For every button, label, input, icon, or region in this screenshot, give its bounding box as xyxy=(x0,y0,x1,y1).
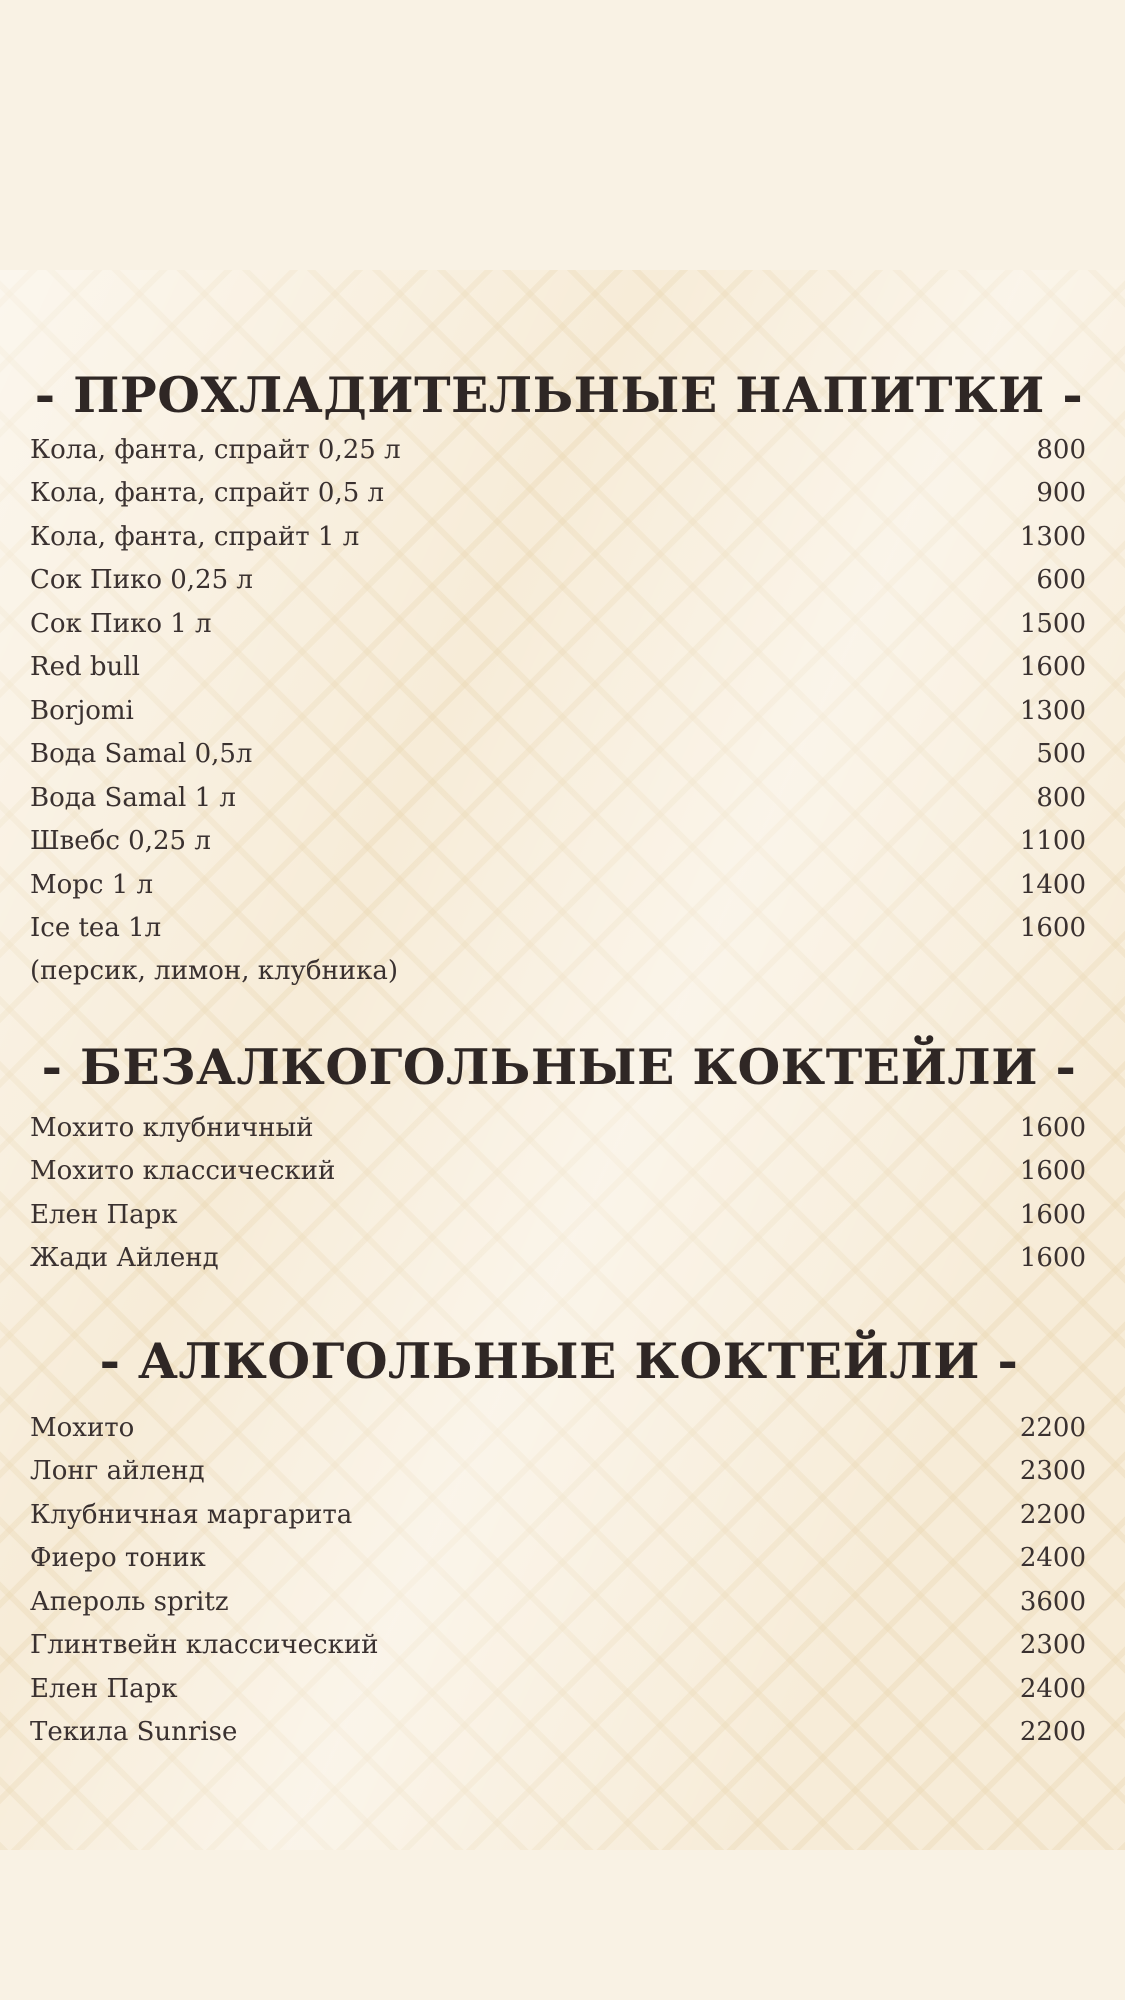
item-price: 1300 xyxy=(1019,695,1086,726)
menu-item xyxy=(30,646,1088,690)
menu-item xyxy=(30,820,1088,864)
section-title: - БЕЗАЛКОГОЛЬНЫЕ КОКТЕЙЛИ - xyxy=(41,1038,1077,1096)
item-note: (персик, лимон, клубника) xyxy=(30,956,399,986)
section-non-alcoholic-cocktails xyxy=(30,1030,1088,1280)
menu-item xyxy=(30,1150,1088,1194)
section-title: - ПРОХЛАДИТЕЛЬНЫЕ НАПИТКИ - xyxy=(34,366,1084,424)
menu-item xyxy=(30,863,1088,907)
menu-item xyxy=(30,1493,1088,1537)
item-name: Текила Sunrise xyxy=(30,1717,238,1748)
item-price: 1500 xyxy=(1019,608,1086,639)
item-price: 1600 xyxy=(1019,652,1086,683)
item-name: Жади Айленд xyxy=(30,1243,219,1274)
menu-item xyxy=(30,1624,1088,1668)
item-price: 2400 xyxy=(1019,1543,1086,1574)
item-name: Мохито клубничный xyxy=(30,1112,314,1143)
menu-item xyxy=(30,1667,1088,1711)
item-name: Лонг айленд xyxy=(30,1456,205,1487)
menu-item xyxy=(30,428,1088,472)
item-price: 600 xyxy=(1036,565,1086,596)
item-price: 2300 xyxy=(1019,1456,1086,1487)
menu-card xyxy=(0,270,1125,1850)
item-name: Клубничная маргарита xyxy=(30,1499,353,1530)
section-alcoholic-cocktails xyxy=(30,1324,1088,1754)
item-name: Фиеро тоник xyxy=(30,1543,206,1574)
item-price: 2400 xyxy=(1019,1673,1086,1704)
menu-item xyxy=(30,515,1088,559)
menu-item xyxy=(30,1193,1088,1237)
menu-item xyxy=(30,1106,1088,1150)
menu-item xyxy=(30,1237,1088,1281)
item-name: Глинтвейн классический xyxy=(30,1630,379,1661)
section-cold-drinks xyxy=(30,358,1088,994)
menu-item xyxy=(30,472,1088,516)
item-name: Кола, фанта, спрайт 1 л xyxy=(30,521,360,552)
item-price: 800 xyxy=(1036,782,1086,813)
item-name: Вода Samal 1 л xyxy=(30,782,236,813)
item-price: 2200 xyxy=(1019,1717,1086,1748)
menu-item xyxy=(30,1580,1088,1624)
menu-item xyxy=(30,1537,1088,1581)
menu-item xyxy=(30,689,1088,733)
item-name: Кола, фанта, спрайт 0,5 л xyxy=(30,478,385,509)
item-name: Сок Пико 1 л xyxy=(30,608,212,639)
item-price: 800 xyxy=(1036,434,1086,465)
menu-item xyxy=(30,907,1088,951)
item-price: 900 xyxy=(1036,478,1086,509)
item-price: 2200 xyxy=(1019,1499,1086,1530)
item-name: Апероль spritz xyxy=(30,1586,229,1617)
section-title: - АЛКОГОЛЬНЫЕ КОКТЕЙЛИ - xyxy=(99,1332,1019,1390)
item-name: Мохито xyxy=(30,1412,135,1443)
item-price: 3600 xyxy=(1019,1586,1086,1617)
item-price: 2200 xyxy=(1019,1412,1086,1443)
item-price: 1400 xyxy=(1019,869,1086,900)
item-name: Сок Пико 0,25 л xyxy=(30,565,253,596)
item-name: Елен Парк xyxy=(30,1199,178,1230)
item-name: Елен Парк xyxy=(30,1673,178,1704)
item-price: 1600 xyxy=(1019,1243,1086,1274)
item-price: 1600 xyxy=(1019,1112,1086,1143)
item-price: 1300 xyxy=(1019,521,1086,552)
item-name: Мохито классический xyxy=(30,1156,336,1187)
menu-item xyxy=(30,559,1088,603)
menu-item xyxy=(30,776,1088,820)
item-price: 500 xyxy=(1036,739,1086,770)
item-price: 1600 xyxy=(1019,1199,1086,1230)
menu-item xyxy=(30,1711,1088,1755)
item-price: 2300 xyxy=(1019,1630,1086,1661)
item-price: 1600 xyxy=(1019,1156,1086,1187)
item-name: Ice tea 1л xyxy=(30,913,162,944)
menu-item xyxy=(30,733,1088,777)
menu-item xyxy=(30,602,1088,646)
item-name: Кола, фанта, спрайт 0,25 л xyxy=(30,434,401,465)
item-price: 1100 xyxy=(1019,826,1086,857)
item-name: Морс 1 л xyxy=(30,869,154,900)
item-name: Швебс 0,25 л xyxy=(30,826,211,857)
item-name: Вода Samal 0,5л xyxy=(30,739,253,770)
menu-item xyxy=(30,1406,1088,1450)
item-price: 1600 xyxy=(1019,913,1086,944)
menu-item xyxy=(30,1450,1088,1494)
item-name: Borjomi xyxy=(30,695,134,726)
item-name: Red bull xyxy=(30,652,140,683)
